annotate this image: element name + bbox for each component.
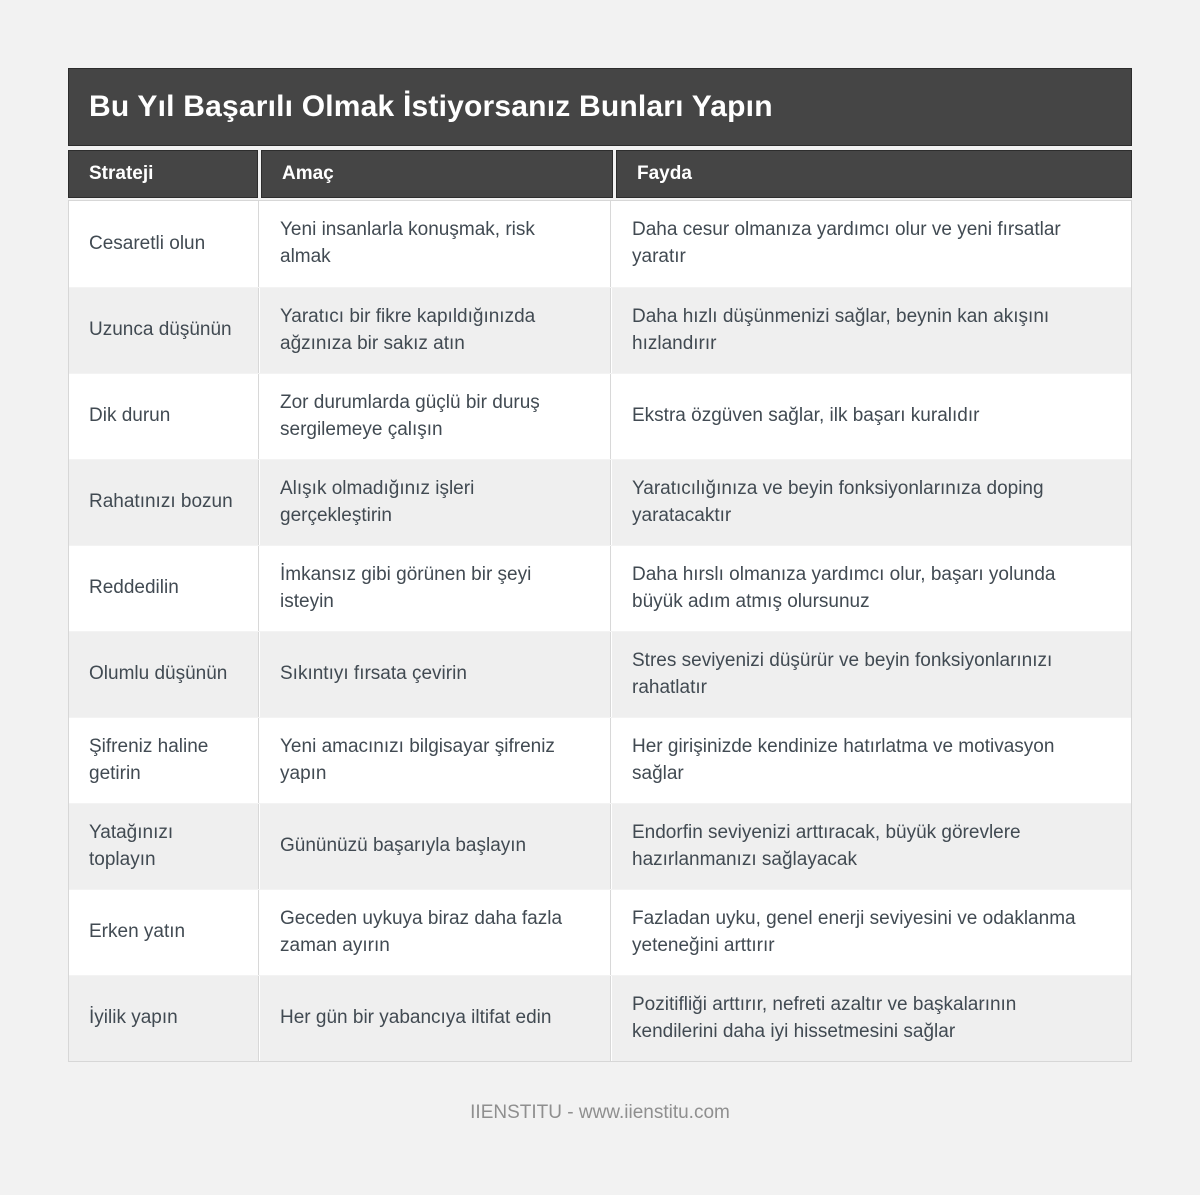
cell-amac: İmkansız gibi görünen bir şeyi isteyin — [259, 546, 611, 631]
column-header-strateji: Strateji — [68, 150, 258, 198]
cell-fayda: Daha hızlı düşünmenizi sağlar, beynin kan akışını hızlandırır — [611, 288, 1131, 373]
table-row — [69, 803, 1131, 889]
table-body — [68, 200, 1132, 1062]
cell-fayda: Endorfin seviyenizi arttıracak, büyük görevlere hazırlanmanızı sağlayacak — [611, 804, 1131, 889]
cell-fayda: Daha cesur olmanıza yardımcı olur ve yeni fırsatlar yaratır — [611, 201, 1131, 287]
cell-fayda: Pozitifliği arttırır, nefreti azaltır ve başkalarının kendilerini daha iyi hissetmesini sağlar — [611, 976, 1131, 1061]
table-title: Bu Yıl Başarılı Olmak İstiyorsanız Bunları Yapın — [68, 68, 1132, 146]
table-row — [69, 889, 1131, 975]
cell-strateji: Yatağınızı toplayın — [69, 804, 259, 889]
table-row — [69, 717, 1131, 803]
cell-amac: Yaratıcı bir fikre kapıldığınızda ağzınıza bir sakız atın — [259, 288, 611, 373]
table-row — [69, 545, 1131, 631]
column-header-amac: Amaç — [261, 150, 613, 198]
cell-strateji: İyilik yapın — [69, 976, 259, 1061]
cell-strateji: Reddedilin — [69, 546, 259, 631]
cell-fayda: Stres seviyenizi düşürür ve beyin fonksiyonlarınızı rahatlatır — [611, 632, 1131, 717]
table-row — [69, 373, 1131, 459]
cell-amac: Yeni amacınızı bilgisayar şifreniz yapın — [259, 718, 611, 803]
table-row — [69, 459, 1131, 545]
cell-amac: Gününüzü başarıyla başlayın — [259, 804, 611, 889]
cell-strateji: Olumlu düşünün — [69, 632, 259, 717]
cell-strateji: Rahatınızı bozun — [69, 460, 259, 545]
success-tips-table-card — [68, 68, 1132, 1062]
cell-amac: Her gün bir yabancıya iltifat edin — [259, 976, 611, 1061]
table-row — [69, 975, 1131, 1061]
cell-fayda: Yaratıcılığınıza ve beyin fonksiyonlarınıza doping yaratacaktır — [611, 460, 1131, 545]
table-row — [69, 287, 1131, 373]
cell-strateji: Erken yatın — [69, 890, 259, 975]
table-row — [69, 631, 1131, 717]
cell-amac: Zor durumlarda güçlü bir duruş sergilemeye çalışın — [259, 374, 611, 459]
cell-fayda: Daha hırslı olmanıza yardımcı olur, başarı yolunda büyük adım atmış olursunuz — [611, 546, 1131, 631]
cell-amac: Sıkıntıyı fırsata çevirin — [259, 632, 611, 717]
cell-amac: Yeni insanlarla konuşmak, risk almak — [259, 201, 611, 287]
footer-credit: IIENSTITU - www.iienstitu.com — [470, 1102, 730, 1123]
table-header-row — [68, 150, 1132, 198]
cell-fayda: Ekstra özgüven sağlar, ilk başarı kuralıdır — [611, 374, 1131, 459]
cell-amac: Alışık olmadığınız işleri gerçekleştirin — [259, 460, 611, 545]
cell-amac: Geceden uykuya biraz daha fazla zaman ayırın — [259, 890, 611, 975]
cell-strateji: Şifreniz haline getirin — [69, 718, 259, 803]
table-row — [69, 201, 1131, 287]
cell-strateji: Dik durun — [69, 374, 259, 459]
cell-fayda: Her girişinizde kendinize hatırlatma ve motivasyon sağlar — [611, 718, 1131, 803]
cell-fayda: Fazladan uyku, genel enerji seviyesini ve odaklanma yeteneğini arttırır — [611, 890, 1131, 975]
column-header-fayda: Fayda — [616, 150, 1132, 198]
cell-strateji: Cesaretli olun — [69, 201, 259, 287]
cell-strateji: Uzunca düşünün — [69, 288, 259, 373]
